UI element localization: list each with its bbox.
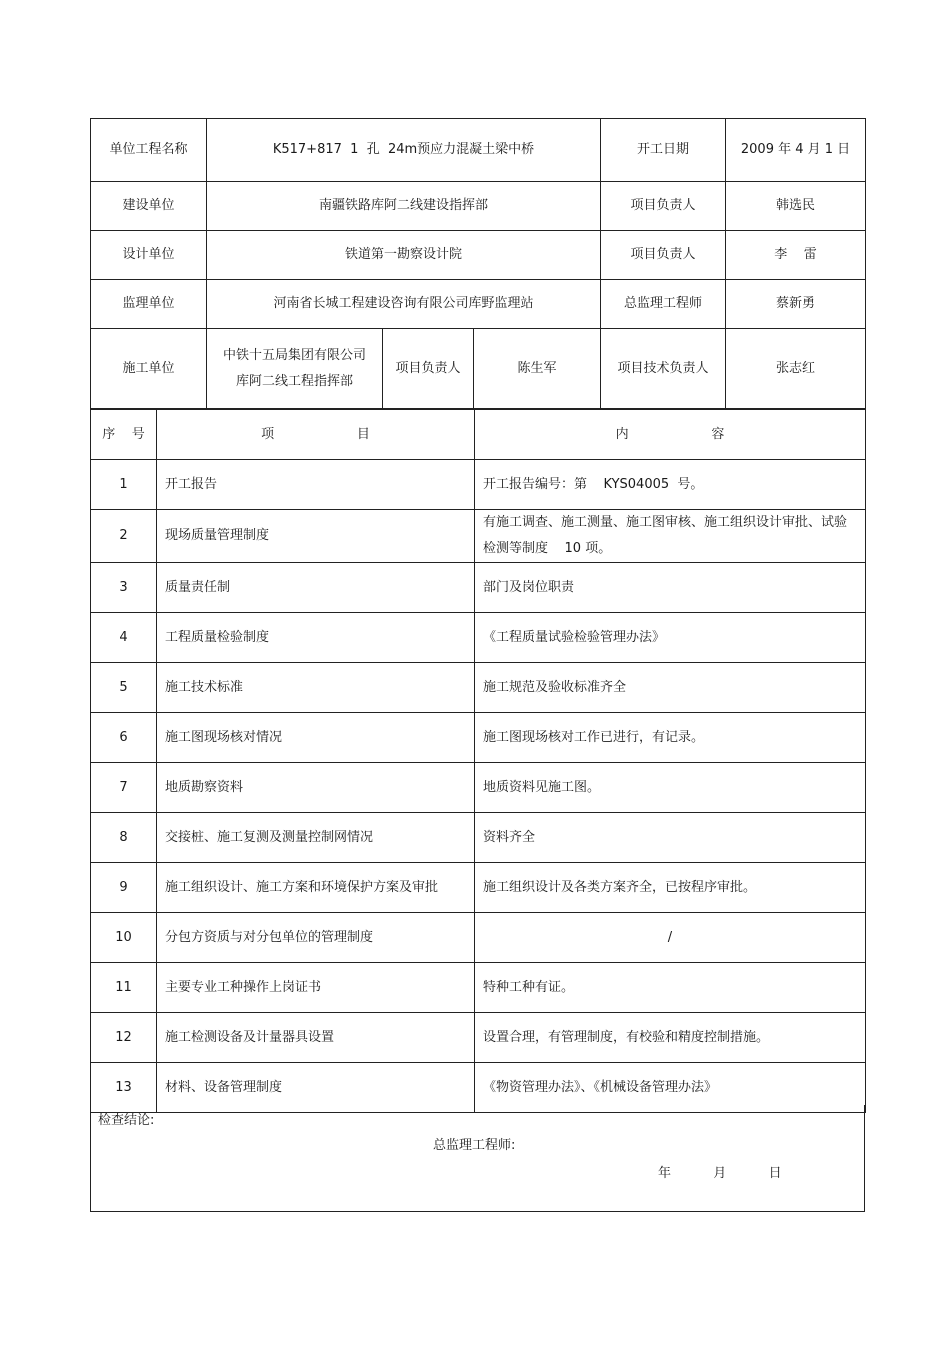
header-content: 内 容 xyxy=(475,410,866,460)
tech-lead-label: 项目技术负责人 xyxy=(601,329,726,409)
checklist-row xyxy=(91,563,866,613)
checklist-row-number: 2 xyxy=(91,510,157,563)
checklist-row-number: 13 xyxy=(91,1063,157,1113)
info-row-builder xyxy=(91,182,866,231)
checklist-row-number: 11 xyxy=(91,963,157,1013)
checklist-row-content: 施工规范及验收标准齐全 xyxy=(475,663,866,713)
checklist-row-item: 分包方资质与对分包单位的管理制度 xyxy=(157,913,475,963)
checklist-row-item: 现场质量管理制度 xyxy=(157,510,475,563)
checklist-row xyxy=(91,863,866,913)
checklist-row xyxy=(91,1013,866,1063)
supervisor-value: 河南省长城工程建设咨询有限公司库野监理站 xyxy=(207,280,601,329)
builder-value: 南疆铁路库阿二线建设指挥部 xyxy=(207,182,601,231)
builder-lead-label: 项目负责人 xyxy=(601,182,726,231)
chief-supervisor-signature-label: 总监理工程师: xyxy=(433,1138,516,1153)
date-year: 年 xyxy=(658,1166,672,1181)
checklist-row xyxy=(91,663,866,713)
sign-date xyxy=(658,1162,782,1181)
checklist-table xyxy=(90,409,866,1113)
conclusion-label: 检查结论: xyxy=(98,1113,155,1128)
info-row-unit-project xyxy=(91,119,866,182)
checklist-row-item: 质量责任制 xyxy=(157,563,475,613)
checklist-row xyxy=(91,613,866,663)
date-month: 月 xyxy=(713,1166,727,1181)
checklist-row-content: / xyxy=(475,913,866,963)
designer-lead-label: 项目负责人 xyxy=(601,231,726,280)
checklist-row-item: 开工报告 xyxy=(157,460,475,510)
checklist-row xyxy=(91,813,866,863)
checklist-row xyxy=(91,913,866,963)
supervisor-label: 监理单位 xyxy=(91,280,207,329)
contractor-lead-value: 陈生军 xyxy=(474,329,601,409)
checklist-row-content: 《工程质量试验检验管理办法》 xyxy=(475,613,866,663)
unit-project-value: K517+817 1 孔 24m预应力混凝土梁中桥 xyxy=(207,119,601,182)
checklist-row-number: 4 xyxy=(91,613,157,663)
start-date-value: 2009 年 4 月 1 日 xyxy=(726,119,866,182)
info-row-contractor xyxy=(91,329,866,409)
tech-lead-value: 张志红 xyxy=(726,329,866,409)
checklist-row xyxy=(91,460,866,510)
project-info-table xyxy=(90,118,866,409)
designer-label: 设计单位 xyxy=(91,231,207,280)
checklist-row-content: 资料齐全 xyxy=(475,813,866,863)
checklist-row-content: 施工图现场核对工作已进行，有记录。 xyxy=(475,713,866,763)
checklist-row-number: 5 xyxy=(91,663,157,713)
checklist-row-content: 部门及岗位职责 xyxy=(475,563,866,613)
designer-value: 铁道第一勘察设计院 xyxy=(207,231,601,280)
checklist-row-number: 8 xyxy=(91,813,157,863)
checklist-row-number: 12 xyxy=(91,1013,157,1063)
contractor-value xyxy=(207,329,383,409)
checklist-row xyxy=(91,763,866,813)
header-item: 项 目 xyxy=(157,410,475,460)
checklist-row-content: 《物资管理办法》、《机械设备管理办法》 xyxy=(475,1063,866,1113)
date-day: 日 xyxy=(768,1166,782,1181)
checklist-row xyxy=(91,713,866,763)
start-date-label: 开工日期 xyxy=(601,119,726,182)
chief-engineer-value: 蔡新勇 xyxy=(726,280,866,329)
checklist-row xyxy=(91,963,866,1013)
checklist-row xyxy=(91,510,866,563)
checklist-row-number: 1 xyxy=(91,460,157,510)
checklist-row-content: 开工报告编号：第 KYS04005 号。 xyxy=(475,460,866,510)
checklist-row-item: 工程质量检验制度 xyxy=(157,613,475,663)
checklist-row-number: 7 xyxy=(91,763,157,813)
unit-project-label: 单位工程名称 xyxy=(91,119,207,182)
checklist-row-item: 材料、设备管理制度 xyxy=(157,1063,475,1113)
checklist-row-item: 主要专业工种操作上岗证书 xyxy=(157,963,475,1013)
checklist-row-number: 10 xyxy=(91,913,157,963)
builder-label: 建设单位 xyxy=(91,182,207,231)
checklist-header-row xyxy=(91,410,866,460)
contractor-label: 施工单位 xyxy=(91,329,207,409)
checklist-row-number: 3 xyxy=(91,563,157,613)
designer-lead-value: 李 雷 xyxy=(726,231,866,280)
checklist-row-item: 地质勘察资料 xyxy=(157,763,475,813)
checklist-row-number: 9 xyxy=(91,863,157,913)
checklist-row-content: 施工组织设计及各类方案齐全，已按程序审批。 xyxy=(475,863,866,913)
checklist-row-item: 施工图现场核对情况 xyxy=(157,713,475,763)
checklist-row-item: 施工技术标准 xyxy=(157,663,475,713)
checklist-row-item: 施工组织设计、施工方案和环境保护方案及审批 xyxy=(157,863,475,913)
chief-engineer-label: 总监理工程师 xyxy=(601,280,726,329)
checklist-row-item: 交接桩、施工复测及测量控制网情况 xyxy=(157,813,475,863)
checklist-row-content: 地质资料见施工图。 xyxy=(475,763,866,813)
builder-lead-value: 韩选民 xyxy=(726,182,866,231)
checklist-row-number: 6 xyxy=(91,713,157,763)
contractor-value-line2: 库阿二线工程指挥部 xyxy=(235,373,353,389)
info-row-designer xyxy=(91,231,866,280)
checklist-row-item: 施工检测设备及计量器具设置 xyxy=(157,1013,475,1063)
header-seq: 序 号 xyxy=(91,410,157,460)
contractor-lead-label: 项目负责人 xyxy=(383,329,474,409)
checklist-row-content: 有施工调查、施工测量、施工图审核、施工组织设计审批、试验检测等制度 10 项。 xyxy=(475,510,866,563)
inspection-conclusion xyxy=(90,1105,865,1212)
info-row-supervisor xyxy=(91,280,866,329)
checklist-row-content: 设置合理，有管理制度，有校验和精度控制措施。 xyxy=(475,1013,866,1063)
checklist-row-content: 特种工种有证。 xyxy=(475,963,866,1013)
contractor-value-line1: 中铁十五局集团有限公司 xyxy=(222,347,366,363)
